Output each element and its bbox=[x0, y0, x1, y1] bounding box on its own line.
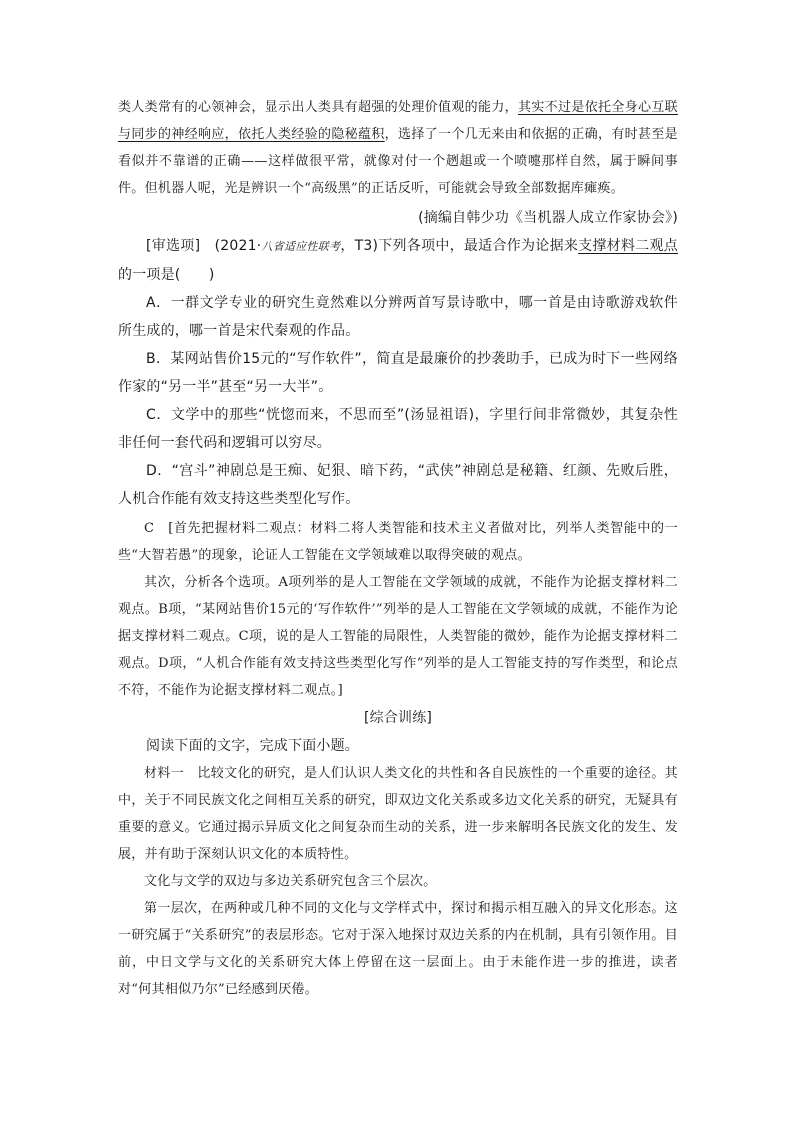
question-stem bbox=[118, 232, 678, 289]
underlined-passage-text: 其实不过是依托全身心互联与同步的神经响应，依托人类经验的隐秘蕴积 bbox=[118, 100, 678, 142]
passage-paragraph bbox=[118, 94, 678, 202]
section-title: [综合训练] bbox=[363, 710, 433, 726]
underlined-key-phrase: 支撑材料二观点 bbox=[578, 238, 678, 254]
answer-analysis-intro: C [首先把握材料二观点：材料二将人类智能和技术主义者做对比，列举人类智能中的一些“大智若愚”的现象，论证人工智能在文学领域难以取得突破的观点。 bbox=[118, 521, 678, 563]
option-a[interactable]: A．一群文学专业的研究生竟然难以分辨两首写景诗歌中，哪一首是由诗歌游戏软件所生成的，哪一首是宋代秦观的作品。 bbox=[118, 295, 678, 339]
question-stem-text: 下列各项中，最适合作为论据来 bbox=[378, 238, 579, 254]
option-d[interactable]: D．“宫斗”神剧总是王痴、妃狠、暗下药，“武侠”神剧总是秘籍、红颜、先败后胜，人机合作能有效支持这些类型化写作。 bbox=[118, 463, 678, 507]
option-c[interactable]: C．文学中的那些“恍惚而来，不思而至”(汤显祖语)，字里行间非常微妙，其复杂性非任何一套代码和逻辑可以穷尽。 bbox=[118, 407, 678, 451]
material-one-paragraph: 材料一 比较文化的研究，是人们认识人类文化的共性和各自民族性的一个重要的途径。其中，关于不同民族文化之间相互关系的研究，即双边文化关系或多边文化关系的研究，无疑具有重要的意义。它通过揭示异质文化之间复杂而生动的关系，进一步来解明各民族文化的发生、发展，并有助于深刻认识文化的本质特性。 bbox=[118, 766, 678, 862]
document-page bbox=[118, 94, 678, 1003]
source-citation: (摘编自韩少功《当机器人成立作家协会》) bbox=[418, 210, 678, 226]
answer-analysis-detail: 其次，分析各个选项。A项列举的是人工智能在文学领域的成就，不能作为论据支撑材料二观点。B项，“某网站售价15元的‘写作软件’”列举的是人工智能在文学领域的成就，不能作为论据支撑材料二观点。C项，说的是人工智能的局限性，人类智能的微妙，能作为论据支撑材料二观点。D项，“人机合作能有效支持这些类型化写作”列举的是人工智能支持的写作类型，和论点不符，不能作为论据支撑材料二观点。] bbox=[118, 575, 678, 698]
question-tag: [审选项] bbox=[146, 238, 201, 254]
reading-instruction: 阅读下面的文字，完成下面小题。 bbox=[146, 738, 359, 754]
passage-text: 类人类常有的心领神会，显示出人类具有超强的处理价值观的能力， bbox=[118, 100, 519, 115]
question-origin-open: (2021· bbox=[214, 238, 262, 254]
question-origin-close: ，T3) bbox=[340, 238, 379, 254]
option-b[interactable]: B．某网站售价15元的“写作软件”，简直是最廉价的抄袭助手，已成为时下一些网络作家的“另一半”甚至“另一大半”。 bbox=[118, 351, 678, 395]
material-one-paragraph-3: 第一层次，在两种或几种不同的文化与文学样式中，探讨和揭示相互融入的异文化形态。这一研究属于“关系研究”的表层形态。它对于深入地探讨双边关系的内在机制，具有引领作用。目前，中日文学与文化的关系研究大体上停留在这一层面上。由于未能作进一步的推进，读者对“何其相似乃尔”已经感到厌倦。 bbox=[118, 901, 678, 997]
question-stem-end: 的一项是( ) bbox=[118, 267, 215, 283]
handwritten-exam-name: 八省适应性联考 bbox=[261, 240, 341, 253]
passage-text-continued: ，选择了一个几无来由和依据的正确，有时甚至是看似并不靠谱的正确——这样做很平常，就像对付一个趔趄或一个喷嚏那样自然，属于瞬间事件。但机器人呢，光是辨识一个“高级黑”的正话反听，可能就会导致全部数据库瘫痪。 bbox=[118, 127, 678, 196]
material-one-paragraph-2: 文化与文学的双边与多边关系研究包含三个层次。 bbox=[144, 874, 437, 889]
